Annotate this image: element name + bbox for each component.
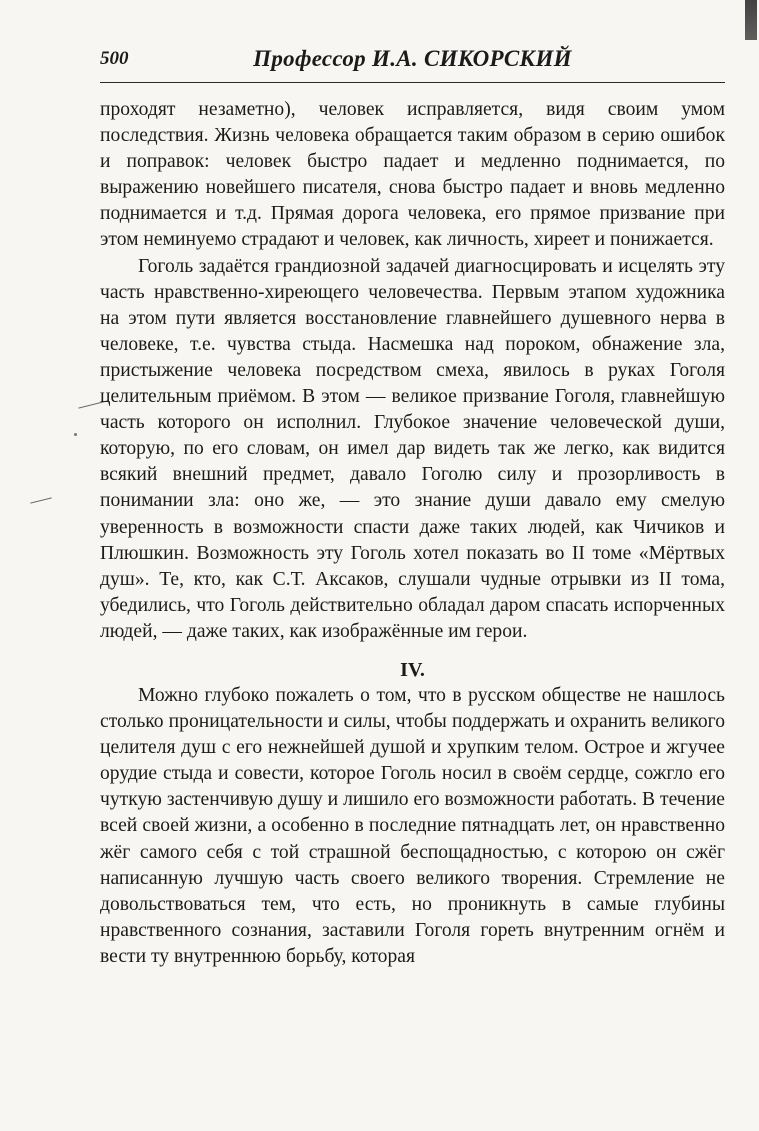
- paragraph: проходят незаметно), человек исправляется, видя своим умом последствия. Жизнь человека обращается таким образом в серию ошибок и поправок: человек быстро падает и медленно поднимается, по выражению новейшего писателя, снова быстро падает и вновь медленно поднимается и т.д. Прямая дорога человека, его прямое призвание при этом неминуемо страдают и человек, как личность, хиреет и понижается.: [100, 99, 725, 251]
- margin-pencil-mark: [30, 497, 52, 503]
- paragraph: Можно глубоко пожалеть о том, что в русском обществе не нашлось столько проницательности и силы, чтобы поддержать и охранить великого целителя душ с его нежнейшей душой и хрупким телом. Острое и жгучее орудие стыда и совести, которое Гоголь носил в своём сердце, сожгло его чуткую застенчивую душу и лишило его возможности работать. В течение всей своей жизни, а особенно в последние пятнадцать лет, он нравственно жёг самого себя с той страшной беспощадностью, с которою он сжёг написанную лучшую часть своего великого творения. Стремление не довольствоваться тем, что есть, но проникнуть в самые глубины нравственного сознания, заставили Гоголя гореть внутренним огнём и вести ту внутреннюю борьбу, которая: [100, 684, 725, 967]
- page-number: 500: [100, 48, 129, 69]
- paragraph: Гоголь задаётся грандиозной задачей диагносцировать и исцелять эту часть нравственно-хиреющего человечества. Первым этапом художника на этом пути является восстановление главнейшего душевного нерва в человеке, т.е. чувства стыда. Насмешка над пороком, обнажение зла, пристыжение человека посредством смеха, явилось в руках Гоголя целительным приёмом. В этом — великое призвание Гоголя, главнейшую часть которого он исполнил. Глубокое значение человеческой души, которую, по его словам, он имел дар видеть так же легко, как видится всякий внешний предмет, давало Гоголю силу и прозорливость в понимании зла: оно же, — это знание души давало ему смелую уверенность в возможности спасти даже таких людей, как Чичиков и Плюшкин. Возможность эту Гоголь хотел показать во II томе «Мёртвых душ». Те, кто, как С.Т. Аксаков, слушали чудные отрывки из II тома, убедились, что Гоголь действительно обладал даром спасать испорченных людей, — даже таких, как изображённые им герои.: [100, 255, 725, 642]
- running-title: Профессор И.А. СИКОРСКИЙ: [253, 46, 572, 71]
- margin-dot: [74, 433, 77, 436]
- page-header: [100, 46, 725, 80]
- header-rule: [100, 82, 725, 83]
- section-heading: IV.: [400, 658, 425, 681]
- body-text: [100, 97, 725, 970]
- page-edge-mark: [745, 0, 757, 40]
